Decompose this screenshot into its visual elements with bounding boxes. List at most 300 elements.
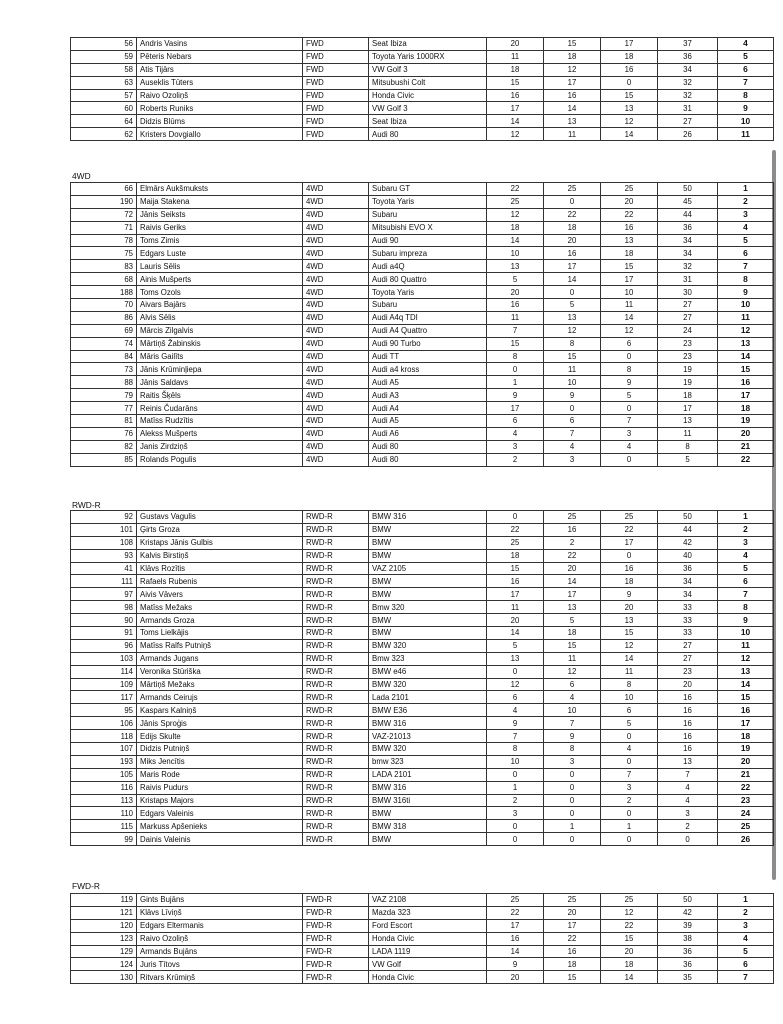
heat-2-points-cell: 14 [544, 102, 601, 115]
total-points-cell: 4 [658, 781, 718, 794]
total-points-cell: 34 [658, 234, 718, 247]
entry-number-cell: 130 [71, 971, 137, 984]
heat-2-points-cell: 25 [544, 894, 601, 907]
placement-cell: 15 [718, 363, 774, 376]
entry-number-cell: 85 [71, 453, 137, 466]
driver-name-cell: Māris Gailīts [137, 350, 303, 363]
driver-name-cell: Jānis Sproģis [137, 717, 303, 730]
placement-cell: 5 [718, 50, 774, 63]
heat-1-points-cell: 0 [487, 511, 544, 524]
placement-cell: 11 [718, 311, 774, 324]
driver-name-cell: Gints Bujāns [137, 894, 303, 907]
results-table-fwd-r [70, 893, 774, 984]
heat-3-points-cell: 13 [601, 234, 658, 247]
placement-cell: 9 [718, 102, 774, 115]
driver-name-cell: Elmārs Aukšmuksts [137, 183, 303, 196]
table-row [71, 639, 774, 652]
table-row [71, 183, 774, 196]
total-points-cell: 27 [658, 311, 718, 324]
driver-name-cell: Kalvis Birstiņš [137, 549, 303, 562]
total-points-cell: 36 [658, 562, 718, 575]
class-cell: RWD-R [303, 575, 369, 588]
table-row [71, 730, 774, 743]
placement-cell: 5 [718, 234, 774, 247]
heat-1-points-cell: 14 [487, 945, 544, 958]
class-cell: 4WD [303, 286, 369, 299]
total-points-cell: 37 [658, 38, 718, 51]
entry-number-cell: 79 [71, 389, 137, 402]
table-row [71, 906, 774, 919]
entry-number-cell: 113 [71, 794, 137, 807]
total-points-cell: 34 [658, 575, 718, 588]
heat-1-points-cell: 4 [487, 427, 544, 440]
total-points-cell: 7 [658, 768, 718, 781]
placement-cell: 23 [718, 794, 774, 807]
car-model-cell: LADA 1119 [369, 945, 487, 958]
entry-number-cell: 66 [71, 183, 137, 196]
placement-cell: 4 [718, 549, 774, 562]
total-points-cell: 35 [658, 971, 718, 984]
heat-2-points-cell: 7 [544, 427, 601, 440]
driver-name-cell: Kristaps Jānis Gulbis [137, 536, 303, 549]
placement-cell: 11 [718, 639, 774, 652]
placement-cell: 21 [718, 768, 774, 781]
car-model-cell: BMW 318 [369, 820, 487, 833]
car-model-cell: Audi a4 kross [369, 363, 487, 376]
class-cell: FWD-R [303, 945, 369, 958]
placement-cell: 18 [718, 402, 774, 415]
heat-3-points-cell: 18 [601, 575, 658, 588]
driver-name-cell: Aivars Bajārs [137, 299, 303, 312]
entry-number-cell: 109 [71, 678, 137, 691]
car-model-cell: LADA 2101 [369, 768, 487, 781]
heat-2-points-cell: 22 [544, 549, 601, 562]
table-row [71, 102, 774, 115]
table-row [71, 652, 774, 665]
heat-1-points-cell: 15 [487, 76, 544, 89]
total-points-cell: 36 [658, 50, 718, 63]
entry-number-cell: 56 [71, 38, 137, 51]
car-model-cell: Subaru GT [369, 183, 487, 196]
car-model-cell: Audi TT [369, 350, 487, 363]
class-cell: FWD [303, 38, 369, 51]
heat-2-points-cell: 20 [544, 906, 601, 919]
entry-number-cell: 83 [71, 260, 137, 273]
entry-number-cell: 120 [71, 919, 137, 932]
placement-cell: 9 [718, 286, 774, 299]
entry-number-cell: 105 [71, 768, 137, 781]
heat-3-points-cell: 0 [601, 807, 658, 820]
entry-number-cell: 77 [71, 402, 137, 415]
driver-name-cell: Alvis Sēlis [137, 311, 303, 324]
class-cell: 4WD [303, 363, 369, 376]
driver-name-cell: Rafaels Rubenis [137, 575, 303, 588]
driver-name-cell: Kristers Dovgiallo [137, 128, 303, 141]
heat-1-points-cell: 18 [487, 221, 544, 234]
driver-name-cell: Markuss Apšenieks [137, 820, 303, 833]
placement-cell: 8 [718, 601, 774, 614]
car-model-cell: VW Golf 3 [369, 102, 487, 115]
heat-1-points-cell: 16 [487, 299, 544, 312]
class-cell: RWD-R [303, 794, 369, 807]
driver-name-cell: Reinis Čudarāns [137, 402, 303, 415]
heat-3-points-cell: 25 [601, 183, 658, 196]
heat-2-points-cell: 18 [544, 50, 601, 63]
car-model-cell: bmw 323 [369, 755, 487, 768]
entry-number-cell: 58 [71, 63, 137, 76]
car-model-cell: Honda Civic [369, 971, 487, 984]
total-points-cell: 38 [658, 932, 718, 945]
total-points-cell: 36 [658, 945, 718, 958]
table-row [71, 807, 774, 820]
heat-1-points-cell: 9 [487, 717, 544, 730]
heat-2-points-cell: 3 [544, 453, 601, 466]
table-row [71, 781, 774, 794]
class-cell: RWD-R [303, 639, 369, 652]
car-model-cell: Subaru [369, 299, 487, 312]
placement-cell: 4 [718, 38, 774, 51]
table-row [71, 945, 774, 958]
class-cell: RWD-R [303, 601, 369, 614]
class-cell: RWD-R [303, 717, 369, 730]
table-row [71, 128, 774, 141]
car-model-cell: Ford Escort [369, 919, 487, 932]
class-cell: FWD-R [303, 971, 369, 984]
heat-1-points-cell: 13 [487, 652, 544, 665]
heat-3-points-cell: 14 [601, 652, 658, 665]
total-points-cell: 33 [658, 614, 718, 627]
heat-3-points-cell: 13 [601, 102, 658, 115]
placement-cell: 12 [718, 324, 774, 337]
class-cell: FWD-R [303, 932, 369, 945]
car-model-cell: BMW [369, 523, 487, 536]
heat-2-points-cell: 25 [544, 511, 601, 524]
entry-number-cell: 63 [71, 76, 137, 89]
entry-number-cell: 86 [71, 311, 137, 324]
placement-cell: 16 [718, 704, 774, 717]
table-row [71, 588, 774, 601]
placement-cell: 2 [718, 523, 774, 536]
heat-2-points-cell: 17 [544, 919, 601, 932]
heat-1-points-cell: 15 [487, 337, 544, 350]
heat-2-points-cell: 16 [544, 247, 601, 260]
heat-3-points-cell: 17 [601, 38, 658, 51]
heat-1-points-cell: 0 [487, 820, 544, 833]
car-model-cell: Toyota Yaris [369, 195, 487, 208]
heat-1-points-cell: 3 [487, 807, 544, 820]
car-model-cell: Toyota Yaris 1000RX [369, 50, 487, 63]
heat-1-points-cell: 6 [487, 691, 544, 704]
car-model-cell: BMW [369, 614, 487, 627]
driver-name-cell: Armands Jugans [137, 652, 303, 665]
entry-number-cell: 92 [71, 511, 137, 524]
total-points-cell: 32 [658, 89, 718, 102]
total-points-cell: 27 [658, 652, 718, 665]
driver-name-cell: Atis Tijārs [137, 63, 303, 76]
heat-3-points-cell: 14 [601, 971, 658, 984]
heat-3-points-cell: 15 [601, 627, 658, 640]
heat-1-points-cell: 0 [487, 833, 544, 846]
heat-2-points-cell: 10 [544, 704, 601, 717]
driver-name-cell: Edgars Luste [137, 247, 303, 260]
car-model-cell: Audi A4q TDI [369, 311, 487, 324]
placement-cell: 1 [718, 511, 774, 524]
entry-number-cell: 111 [71, 575, 137, 588]
heat-2-points-cell: 16 [544, 89, 601, 102]
driver-name-cell: Mārtiņš Mežaks [137, 678, 303, 691]
table-row [71, 324, 774, 337]
car-model-cell: Seat Ibiza [369, 115, 487, 128]
entry-number-cell: 117 [71, 691, 137, 704]
car-model-cell: Subaru impreza [369, 247, 487, 260]
heat-3-points-cell: 4 [601, 440, 658, 453]
heat-2-points-cell: 22 [544, 208, 601, 221]
table-row [71, 575, 774, 588]
heat-2-points-cell: 8 [544, 337, 601, 350]
placement-cell: 17 [718, 717, 774, 730]
driver-name-cell: Armands Bujāns [137, 945, 303, 958]
entry-number-cell: 62 [71, 128, 137, 141]
class-cell: RWD-R [303, 704, 369, 717]
driver-name-cell: Ritvars Krūmiņš [137, 971, 303, 984]
driver-name-cell: Matīss Rudzītis [137, 415, 303, 428]
class-cell: FWD [303, 115, 369, 128]
class-cell: RWD-R [303, 549, 369, 562]
entry-number-cell: 73 [71, 363, 137, 376]
table-row [71, 402, 774, 415]
table-row [71, 311, 774, 324]
table-row [71, 350, 774, 363]
entry-number-cell: 41 [71, 562, 137, 575]
class-cell: 4WD [303, 350, 369, 363]
heat-2-points-cell: 13 [544, 115, 601, 128]
heat-2-points-cell: 14 [544, 273, 601, 286]
entry-number-cell: 74 [71, 337, 137, 350]
car-model-cell: Toyota Yaris [369, 286, 487, 299]
class-cell: RWD-R [303, 523, 369, 536]
heat-3-points-cell: 25 [601, 894, 658, 907]
placement-cell: 8 [718, 89, 774, 102]
entry-number-cell: 129 [71, 945, 137, 958]
placement-cell: 11 [718, 128, 774, 141]
heat-1-points-cell: 20 [487, 38, 544, 51]
entry-number-cell: 70 [71, 299, 137, 312]
total-points-cell: 31 [658, 102, 718, 115]
driver-name-cell: Jānis Saldavs [137, 376, 303, 389]
heat-3-points-cell: 9 [601, 376, 658, 389]
class-cell: FWD [303, 76, 369, 89]
heat-3-points-cell: 11 [601, 299, 658, 312]
driver-name-cell: Armands Groza [137, 614, 303, 627]
placement-cell: 3 [718, 919, 774, 932]
entry-number-cell: 99 [71, 833, 137, 846]
class-cell: 4WD [303, 299, 369, 312]
entry-number-cell: 106 [71, 717, 137, 730]
car-model-cell: Audi 90 Turbo [369, 337, 487, 350]
total-points-cell: 27 [658, 115, 718, 128]
heat-3-points-cell: 10 [601, 691, 658, 704]
total-points-cell: 13 [658, 755, 718, 768]
car-model-cell: BMW 320 [369, 678, 487, 691]
driver-name-cell: Raivo Ozoliņš [137, 932, 303, 945]
driver-name-cell: Gustavs Vagulis [137, 511, 303, 524]
heat-3-points-cell: 22 [601, 523, 658, 536]
heat-3-points-cell: 17 [601, 273, 658, 286]
class-cell: FWD [303, 128, 369, 141]
table-row [71, 115, 774, 128]
driver-name-cell: Toms Zimis [137, 234, 303, 247]
car-model-cell: Audi A4 [369, 402, 487, 415]
table-row [71, 234, 774, 247]
car-model-cell: Mitsubishi EVO X [369, 221, 487, 234]
car-model-cell: Audi A3 [369, 389, 487, 402]
car-model-cell: Seat Ibiza [369, 38, 487, 51]
heat-3-points-cell: 18 [601, 247, 658, 260]
class-cell: FWD-R [303, 958, 369, 971]
heat-3-points-cell: 12 [601, 115, 658, 128]
heat-1-points-cell: 17 [487, 588, 544, 601]
heat-1-points-cell: 0 [487, 363, 544, 376]
entry-number-cell: 115 [71, 820, 137, 833]
heat-1-points-cell: 9 [487, 389, 544, 402]
driver-name-cell: Edgars Valeinis [137, 807, 303, 820]
heat-3-points-cell: 15 [601, 89, 658, 102]
total-points-cell: 50 [658, 894, 718, 907]
entry-number-cell: 119 [71, 894, 137, 907]
placement-cell: 17 [718, 389, 774, 402]
placement-cell: 13 [718, 665, 774, 678]
heat-2-points-cell: 14 [544, 575, 601, 588]
heat-3-points-cell: 7 [601, 768, 658, 781]
heat-1-points-cell: 14 [487, 627, 544, 640]
entry-number-cell: 72 [71, 208, 137, 221]
car-model-cell: BMW [369, 588, 487, 601]
heat-3-points-cell: 3 [601, 427, 658, 440]
table-row [71, 247, 774, 260]
class-cell: 4WD [303, 389, 369, 402]
placement-cell: 2 [718, 195, 774, 208]
heat-2-points-cell: 7 [544, 717, 601, 730]
car-model-cell: BMW 316 [369, 781, 487, 794]
entry-number-cell: 97 [71, 588, 137, 601]
driver-name-cell: Pēteris Nebars [137, 50, 303, 63]
table-row [71, 453, 774, 466]
entry-number-cell: 121 [71, 906, 137, 919]
heat-3-points-cell: 25 [601, 511, 658, 524]
driver-name-cell: Armands Ceirujs [137, 691, 303, 704]
table-row [71, 743, 774, 756]
heat-3-points-cell: 2 [601, 794, 658, 807]
driver-name-cell: Rolands Pogulis [137, 453, 303, 466]
entry-number-cell: 193 [71, 755, 137, 768]
heat-3-points-cell: 3 [601, 781, 658, 794]
driver-name-cell: Toms Ozols [137, 286, 303, 299]
driver-name-cell: Raitis Šķēls [137, 389, 303, 402]
placement-cell: 20 [718, 427, 774, 440]
heat-2-points-cell: 20 [544, 562, 601, 575]
driver-name-cell: Roberts Runiks [137, 102, 303, 115]
heat-3-points-cell: 5 [601, 389, 658, 402]
placement-cell: 5 [718, 562, 774, 575]
total-points-cell: 42 [658, 536, 718, 549]
table-row [71, 337, 774, 350]
entry-number-cell: 188 [71, 286, 137, 299]
entry-number-cell: 114 [71, 665, 137, 678]
total-points-cell: 44 [658, 523, 718, 536]
car-model-cell: BMW 316 [369, 511, 487, 524]
total-points-cell: 4 [658, 794, 718, 807]
entry-number-cell: 57 [71, 89, 137, 102]
heat-2-points-cell: 11 [544, 363, 601, 376]
placement-cell: 3 [718, 536, 774, 549]
placement-cell: 7 [718, 76, 774, 89]
heat-2-points-cell: 2 [544, 536, 601, 549]
placement-cell: 25 [718, 820, 774, 833]
heat-3-points-cell: 0 [601, 755, 658, 768]
table-row [71, 768, 774, 781]
car-model-cell: BMW [369, 549, 487, 562]
car-model-cell: Honda Civic [369, 932, 487, 945]
placement-cell: 21 [718, 440, 774, 453]
heat-1-points-cell: 18 [487, 549, 544, 562]
heat-2-points-cell: 22 [544, 932, 601, 945]
class-cell: 4WD [303, 453, 369, 466]
heat-3-points-cell: 14 [601, 311, 658, 324]
driver-name-cell: Raivis Pudurs [137, 781, 303, 794]
entry-number-cell: 64 [71, 115, 137, 128]
heat-3-points-cell: 0 [601, 453, 658, 466]
class-cell: 4WD [303, 324, 369, 337]
heat-3-points-cell: 16 [601, 63, 658, 76]
heat-1-points-cell: 5 [487, 273, 544, 286]
heat-2-points-cell: 12 [544, 665, 601, 678]
table-row [71, 50, 774, 63]
class-cell: 4WD [303, 247, 369, 260]
table-row [71, 627, 774, 640]
class-cell: 4WD [303, 221, 369, 234]
class-cell: FWD-R [303, 919, 369, 932]
heat-3-points-cell: 18 [601, 958, 658, 971]
section-label: 4WD [72, 171, 91, 181]
class-cell: RWD-R [303, 743, 369, 756]
car-model-cell: VAZ 2105 [369, 562, 487, 575]
heat-2-points-cell: 18 [544, 958, 601, 971]
entry-number-cell: 116 [71, 781, 137, 794]
entry-number-cell: 124 [71, 958, 137, 971]
heat-2-points-cell: 17 [544, 76, 601, 89]
placement-cell: 7 [718, 971, 774, 984]
class-cell: RWD-R [303, 768, 369, 781]
heat-3-points-cell: 12 [601, 906, 658, 919]
placement-cell: 22 [718, 453, 774, 466]
heat-3-points-cell: 4 [601, 743, 658, 756]
driver-name-cell: Didzis Blūms [137, 115, 303, 128]
heat-1-points-cell: 22 [487, 523, 544, 536]
class-cell: 4WD [303, 376, 369, 389]
car-model-cell: BMW [369, 575, 487, 588]
heat-1-points-cell: 11 [487, 50, 544, 63]
driver-name-cell: Mārcis Zilgalvis [137, 324, 303, 337]
heat-1-points-cell: 14 [487, 234, 544, 247]
heat-3-points-cell: 6 [601, 704, 658, 717]
table-row [71, 440, 774, 453]
heat-3-points-cell: 18 [601, 50, 658, 63]
table-row [71, 601, 774, 614]
car-model-cell: VAZ 2108 [369, 894, 487, 907]
table-row [71, 299, 774, 312]
table-row [71, 958, 774, 971]
table-row [71, 63, 774, 76]
